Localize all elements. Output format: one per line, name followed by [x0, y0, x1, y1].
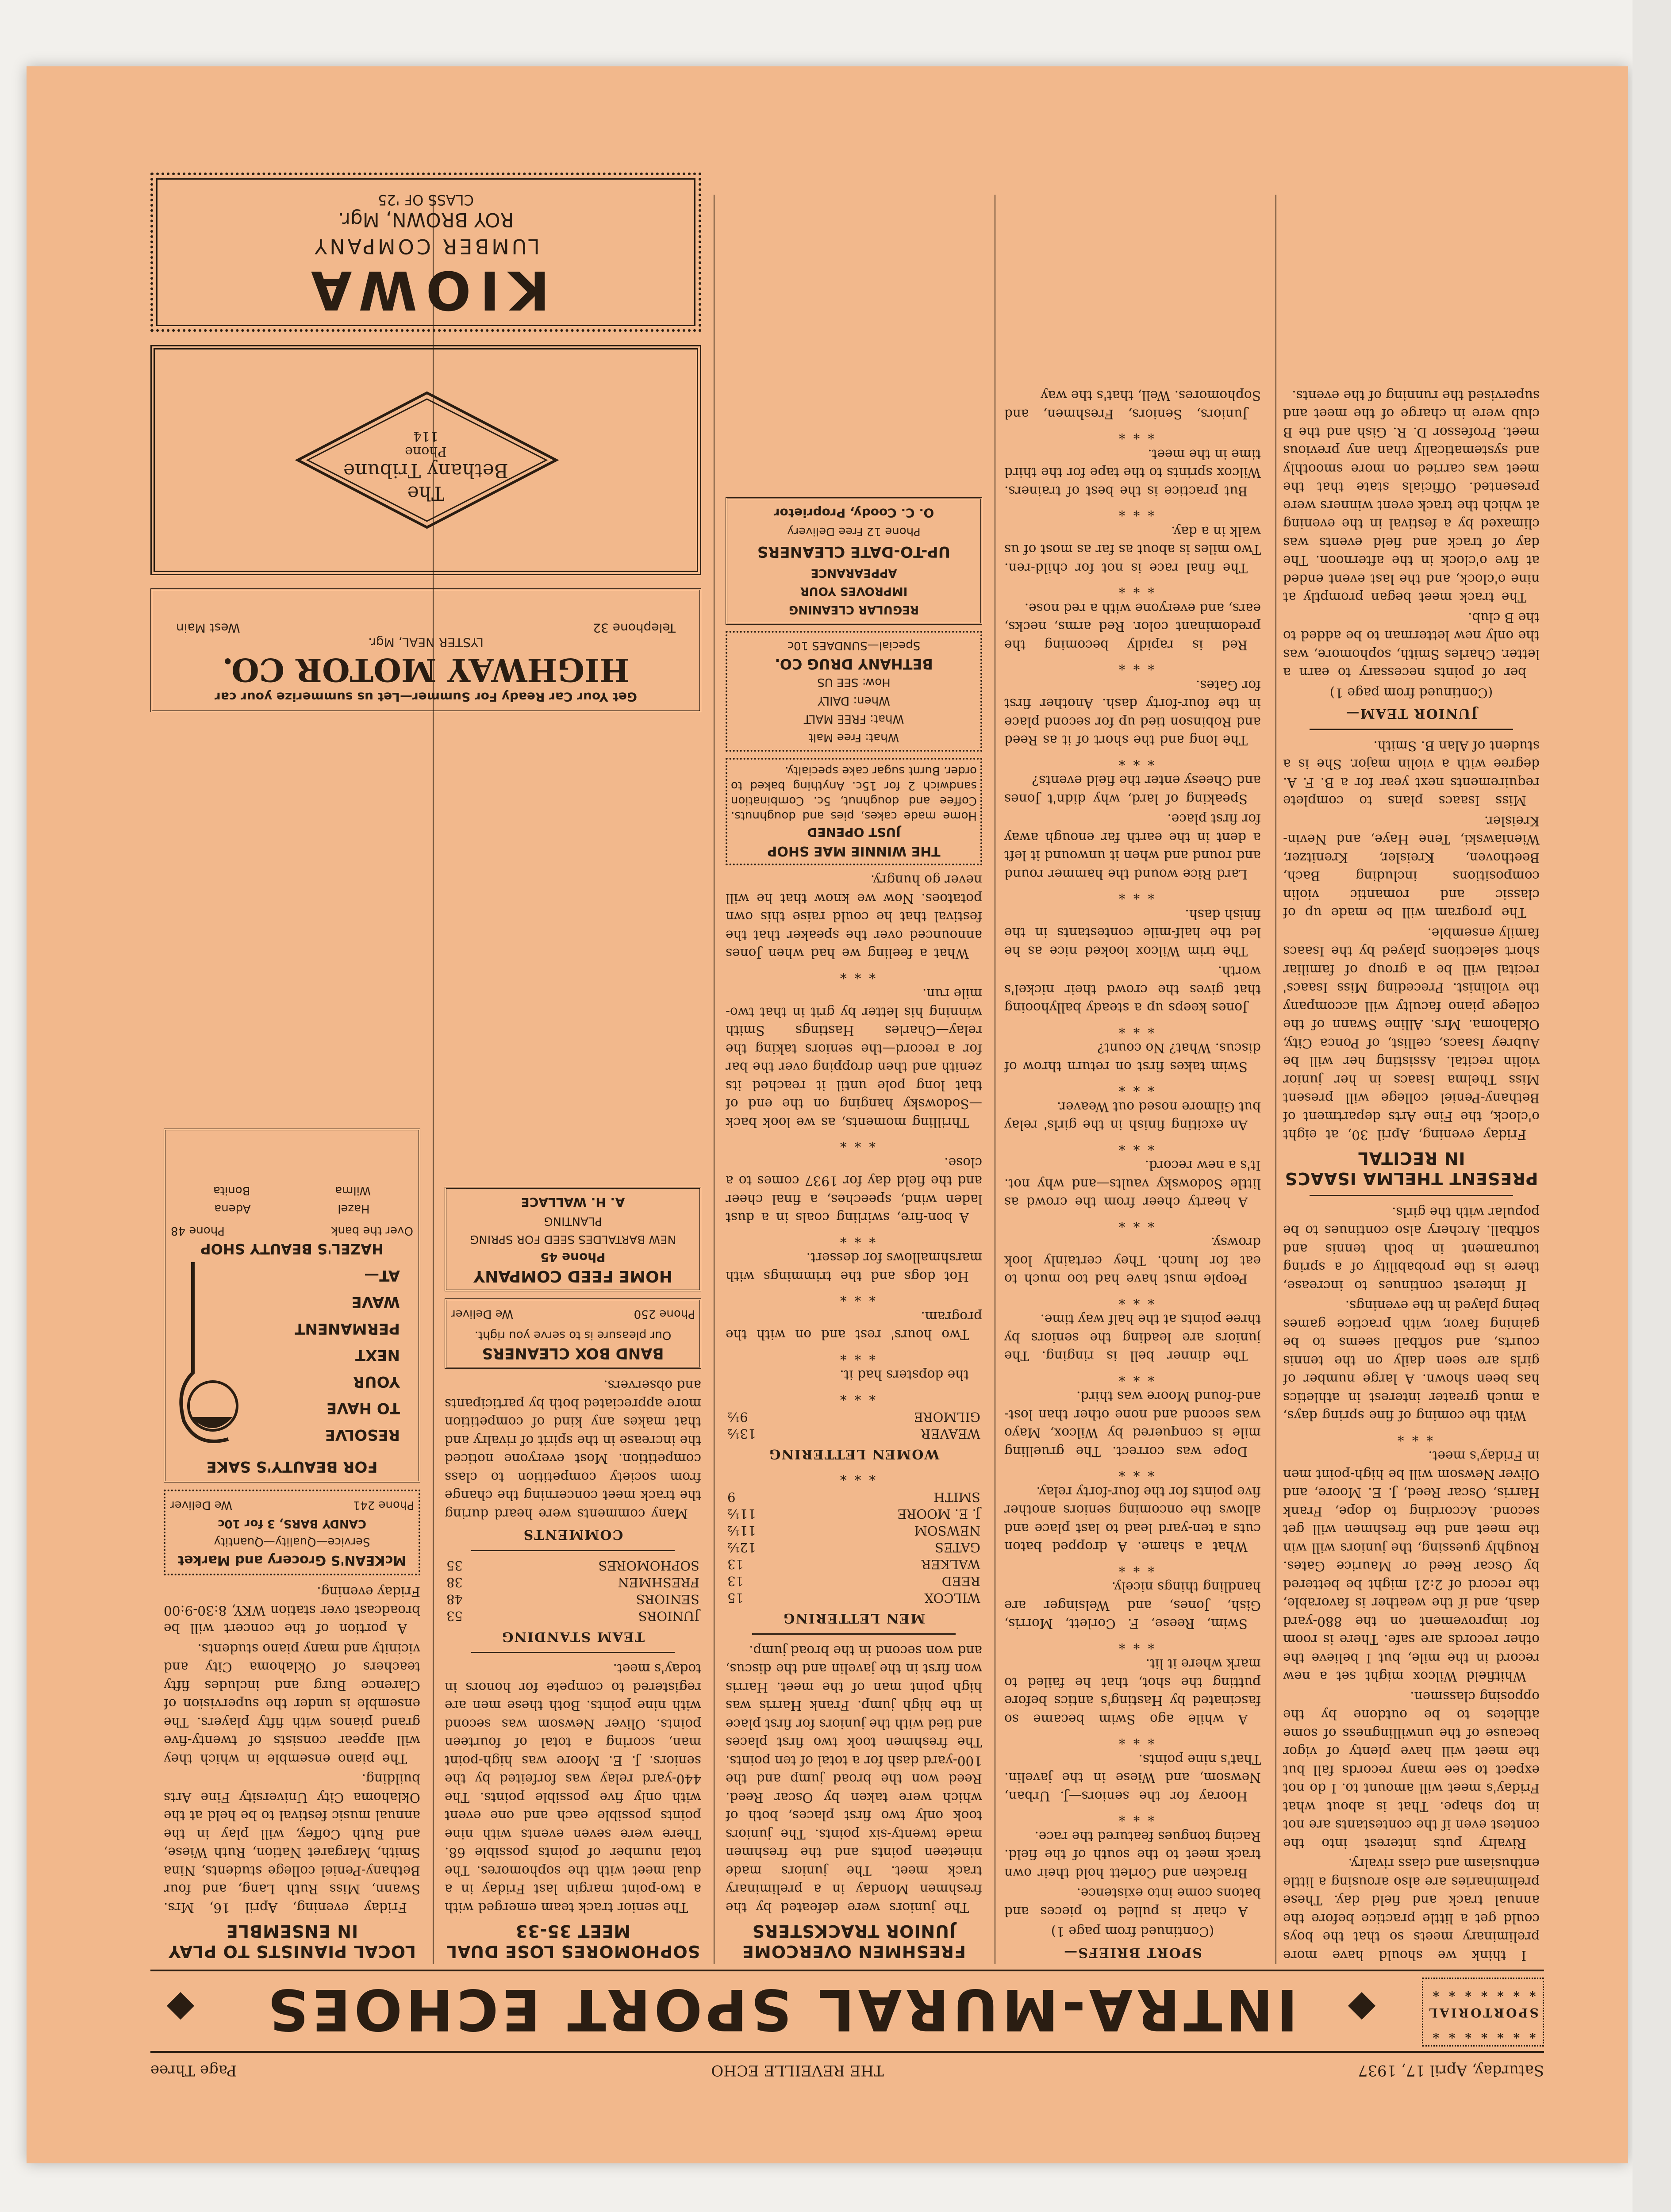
- ad-line: REGULAR CLEANING: [788, 603, 919, 616]
- brief-item: A while ago Swim became so fascinated by Hasting's antics before putting the shot, that he failed to mark where it lit.: [1004, 1656, 1261, 1727]
- entry-points: 13: [727, 1557, 744, 1572]
- brief-item: Lard Rice wound the hammer round and round and when it unwound it left a dent in the earth far enough away for first place.: [1004, 811, 1261, 882]
- star-separator: ***: [1110, 887, 1155, 902]
- entry-points: 9: [727, 1490, 736, 1505]
- ad-title: BAND BOX CLEANERS: [482, 1344, 664, 1362]
- entry-points: 38: [446, 1575, 463, 1590]
- section-banner: [150, 1970, 1544, 2053]
- headline-sophomores: SOPHOMORES LOSE DUAL MEET 35-33: [446, 1921, 700, 1961]
- brief-item: A bon-fire, swirling coals in a dust laden wind, speeches, a final cheer and the field day for 1937 comes to a close.: [726, 1155, 982, 1225]
- ad-title: HAZEL'S BEAUTY SHOP: [200, 1240, 384, 1258]
- brief-item: Juniors, Seniors, Freshmen, and Sophomores. Well, that's the way: [1004, 388, 1261, 422]
- entry-name: REED: [941, 1574, 980, 1589]
- ad-location: Over the bank: [331, 1224, 413, 1237]
- ad-phone: Phone 48: [171, 1224, 225, 1237]
- star-separator: ***: [1110, 503, 1155, 519]
- ad-title: BETHANY DRUG CO.: [775, 656, 933, 672]
- article-paragraph: If interest continues to increase, there is the probability of a spring tournament in both tennis and softball. Archery also continues to be popular with the girls.: [1283, 1205, 1540, 1293]
- ad-phone: Phone 250: [634, 1307, 695, 1321]
- ad-staff-name: Adena: [214, 1202, 251, 1216]
- ad-bethany-drug: [726, 631, 982, 752]
- brief-item: Hot dogs and the trimmings with marshmallows for dessert.: [726, 1250, 982, 1284]
- ad-title: KIOWA: [302, 259, 550, 320]
- article-paragraph: With the coming of fine spring days, a much greater interest in athletics has been shown. A large number of girls are seen daily on the tennis courts, and softball seems to be gaining favor, with practice games being played in the evenings.: [1283, 1298, 1540, 1424]
- divider: [1310, 1195, 1513, 1197]
- brief-item: Bracken and Corlett hold their own track meet to the south of the field. Racing tongues featured the race.: [1004, 1829, 1261, 1881]
- ad-staff-name: Wilma: [335, 1184, 371, 1197]
- brief-item: Hooray for the seniors—J. Urban, Newsom, and Wiese in the javelin. That's nine points.: [1004, 1752, 1261, 1804]
- entry-name: WEAVER: [921, 1426, 980, 1441]
- brief-item: Two hours' rest and on with the program.: [726, 1309, 982, 1343]
- brief-item: Swim, Reese, F. Corlett, Morris, Gish, Jones, and Welsinger are handling things nicely.: [1004, 1579, 1261, 1632]
- brief-item: A chair is pulled to pieces and batons come into existence.: [1004, 1886, 1261, 1919]
- ad-manager: LYSTER NEAL, Mgr.: [368, 635, 484, 650]
- page-number: Page Three: [150, 2062, 237, 2079]
- entry-points: 35: [446, 1558, 463, 1574]
- entry-name: WALKER: [921, 1557, 980, 1572]
- entry-name: FRESHMEN: [618, 1575, 699, 1590]
- entry-points: 15: [727, 1590, 744, 1605]
- brief-item: Speaking of lard, why didn't Jones and Cheesy enter the field events?: [1004, 773, 1261, 806]
- ad-tagline: Service—Quality—Quantity: [214, 1535, 370, 1549]
- brief-item: But practice is the best of trainers. Wilcox sprints to the tape for the third time in the meet.: [1004, 447, 1261, 499]
- table-row: [726, 1556, 982, 1573]
- ad-line: TO HAVE: [327, 1399, 400, 1417]
- article-paragraph: Miss Isaacs plans to complete requirements next year for a B. F. A. degree with a violin major. She is a student of Alan B. Smith.: [1283, 738, 1540, 809]
- article-paragraph: Friday evening, April 16, Mrs. Swann, Miss Ruth Lang, and four Bethany-Peniel college students, Nina Smith, Margaret Nation, Ruth Wiese, and Ruth Coffey, will play in the annual music festival to be held at the Oklahoma City University Fine Arts building.: [164, 1771, 420, 1915]
- ad-owner: A. H. WALLACE: [521, 1195, 625, 1210]
- ad-tagline: Get Your Car Ready For Summer—Let us summerize your car: [214, 690, 638, 704]
- entry-name: NEWSOM: [914, 1523, 980, 1538]
- table-row: [726, 1409, 982, 1425]
- ad-hazels-beauty-shop: [164, 1129, 420, 1482]
- ad-title: HIGHWAY MOTOR CO.: [222, 651, 630, 689]
- entry-name: J. E. MOORE: [897, 1506, 980, 1521]
- ad-headline: FOR BEAUTY'S SAKE: [206, 1458, 378, 1475]
- brief-item: The long and the short of it as Reed and Robinson tied up for second place in the four-forty dash. Another first for Gates.: [1004, 678, 1261, 748]
- section-title: INTRA-MURAL SPORT ECHOES: [264, 1976, 1298, 2042]
- continued-note: (Continued from page 1): [1329, 685, 1493, 700]
- newspaper-page: [150, 168, 1544, 2084]
- brief-item: What a feeling we had when Jones announced over the speaker that the festival that he could raise this own potatoes. Now we know that he will never go hungry.: [726, 872, 982, 961]
- star-separator: ***: [1110, 1138, 1155, 1153]
- ad-band-box-cleaners: [445, 1298, 701, 1369]
- ad-staff-name: Bonita: [213, 1184, 250, 1197]
- table-row: [445, 1558, 701, 1575]
- paper-name: THE REVEILLE ECHO: [711, 2062, 884, 2079]
- star-separator: ***: [832, 1289, 876, 1304]
- ad-line: NEXT: [355, 1346, 400, 1364]
- star-separator: ***: [1110, 1369, 1155, 1384]
- ad-phone: Telephone 32: [593, 621, 676, 635]
- article-paragraph: The juniors were defeated by the freshmen Monday in a preliminary track meet. The juniors made nineteen points and the freshmen made twenty-six points. The juniors took only two first places, both of which were taken by Oscar Reed. Reed won the broad jump and the 100-yard dash for a total of ten points. The freshmen took two first places and tied with the juniors for first place in the high jump. Frank Harris was high point man of the meet. Harris won first in the javelin and the discus, and won second in the broad jump.: [726, 1643, 982, 1915]
- headline-sport-briefs: SPORT BRIEFS—: [1063, 1945, 1202, 1960]
- entry-points: 53: [446, 1609, 463, 1624]
- ad-line: When: DAILY: [818, 694, 890, 707]
- entry-points: 13: [727, 1574, 744, 1589]
- entry-name: JUNIORS: [638, 1609, 699, 1624]
- ad-title: UP-TO-DATE CLEANERS: [757, 543, 951, 561]
- ad-owner: O. C. Coody, Proprietor: [773, 506, 934, 520]
- article-paragraph: The piano ensemble in which they will appear consists of twenty-five grand pianos with fifty players. The ensemble is under the supervision of Clarence Burg and includes fifty teachers of Oklahoma City and vicinity and many piano students.: [164, 1641, 420, 1767]
- ad-title-article: The: [407, 482, 445, 504]
- brief-item: Red is rapidly becoming the predominant color. Red arms, necks, ears, and everyone with a red nose.: [1004, 601, 1261, 653]
- headline-freshmen: FRESHMEN OVERCOME JUNIOR TRACKSTERS: [741, 1921, 966, 1961]
- ad-body: Our pleasure is to serve you right.: [474, 1329, 672, 1342]
- entry-points: 48: [446, 1592, 463, 1607]
- team-standing-heading: TEAM STANDING: [501, 1629, 645, 1644]
- star-separator: ***: [832, 1348, 876, 1363]
- page-header: [150, 2057, 1544, 2084]
- ad-phone: 114: [413, 428, 439, 444]
- ad-highway-motor: [150, 588, 701, 712]
- brief-item: An exciting finish in the girls' relay but Gilmore nosed out Weaver.: [1004, 1099, 1261, 1133]
- table-row: [445, 1608, 701, 1625]
- star-separator: ***: [1110, 1464, 1155, 1479]
- table-row: [726, 1539, 982, 1556]
- brief-item: The trim Wilcox looked nice as he led the half-mile contestants in the finish dash.: [1004, 907, 1261, 959]
- article-paragraph: I think we should have more preliminary meets so that the boys could get a little practice before the annual track and field day. These preliminaries are also arousing a little enthusiasm and class rivalry.: [1283, 1856, 1540, 1963]
- issue-date: Saturday, April 17, 1937: [1358, 2062, 1544, 2079]
- ad-subtitle: JUST OPENED: [807, 825, 901, 840]
- star-separator: ***: [832, 1388, 876, 1403]
- ad-up-to-date-cleaners: [726, 498, 982, 625]
- ad-winnie-mae-shop: [726, 758, 982, 865]
- ad-bethany-tribune: [150, 345, 701, 575]
- divider: [471, 1550, 675, 1551]
- ad-home-feed-company: [445, 1187, 701, 1291]
- column-sport-briefs: [1004, 168, 1261, 1964]
- ad-body: NEW BARTALDES SEED FOR SPRING PLANTING: [470, 1214, 676, 1246]
- ad-manager: ROY BROWN, Mgr.: [338, 208, 514, 231]
- ad-phone: Phone 45: [540, 1250, 606, 1265]
- column-rule: [1275, 195, 1276, 1964]
- brief-item: People must have had too much to eat for lunch. They certainly look drowsy.: [1004, 1235, 1261, 1287]
- column-freshmen: [726, 168, 982, 1964]
- entry-name: SENIORS: [636, 1592, 699, 1607]
- entry-points: 13½: [727, 1426, 757, 1441]
- entry-points: 11½: [727, 1523, 757, 1538]
- star-separator: ***: [832, 1135, 876, 1150]
- team-standing-table: [445, 1558, 701, 1625]
- star-separator: ***: [1110, 1559, 1155, 1575]
- sportorial-label: SPORTORIAL: [1427, 2005, 1539, 2020]
- brief-item: A hearty cheer from the crowd as little Sodowsky vaults—and why not. It's a new record.: [1004, 1158, 1261, 1210]
- table-row: [726, 1522, 982, 1539]
- divider: [752, 1634, 956, 1635]
- ad-line: What: FREE MALT: [803, 712, 904, 726]
- star-separator: ***: [832, 1468, 876, 1483]
- women-lettering-heading: WOMEN LETTERING: [768, 1446, 940, 1462]
- article-paragraph: Whitfield Wilcox might set a new record in the mile, but I believe the other records are safe. There is room for improvement on the 880-yard dash, and if the weather is favorable, the record of 2:21 might be bettered by Oscar Reed or Maurice Gates. Roughly guessing, the juniors will win the meet and the freshmen will get second. According to dope, Frank Harris, Oscar Reed, J. E. Moore, and Oliver Newsom will be high-point men in Friday's meet.: [1283, 1448, 1540, 1684]
- ad-line: Special—SUNDAES 10c: [787, 639, 921, 653]
- entry-name: WILCOX: [924, 1590, 980, 1605]
- star-separator: ***: [832, 966, 876, 981]
- sportorial-stars-bottom: * * * * * * *: [1430, 1985, 1536, 1999]
- star-separator: ***: [1110, 1732, 1155, 1747]
- table-row: [445, 1591, 701, 1608]
- table-row: [726, 1489, 982, 1505]
- headline-recital: PRESENT THELMA ISAACS IN RECITAL: [1284, 1148, 1538, 1189]
- star-separator: ***: [1110, 1636, 1155, 1651]
- ad-deliver: We Deliver: [451, 1307, 513, 1321]
- ad-class: CLASS OF '25: [378, 192, 474, 208]
- divider: [471, 1652, 675, 1653]
- star-separator: ***: [1110, 1021, 1155, 1036]
- ad-phone: Phone 241: [353, 1498, 414, 1512]
- article-paragraph: The program will be made up of classic and romantic violin compositions including Bach, Beethoven, Kreisler, Krenitzer, Wieniawski, Tene Haye, and Nevin-Kreisler.: [1283, 814, 1540, 921]
- divider: [1310, 729, 1513, 730]
- article-paragraph: Friday evening, April 30, at eight o'clock, the Fine Arts department of Bethany-Peniel college will present Miss Thelma Isaacs in her junior violin recital. Assisting her will be Aubrey Isaacs, cellist, of Ponca City, Oklahoma. Mrs. Alline Swann of the college piano faculty will accompany the violinist. Preceding Miss Isaacs' recital will be a group of familiar short selections played by the Isaacs family ensemble.: [1283, 926, 1540, 1143]
- ad-line: How: SEE US: [817, 676, 891, 689]
- brief-item: What a shame. A dropped baton cuts a ten-yard lead to last place and allows the oncoming seniors another five points for the four-forty relay.: [1004, 1484, 1261, 1555]
- star-separator: ***: [832, 1230, 876, 1245]
- ad-staff-name: Hazel: [338, 1202, 370, 1216]
- comments-heading: COMMENTS: [522, 1527, 623, 1543]
- brief-item: Thrilling moments, as we look back—Sodowsky hanging on the end of that long pole until it reached its zenith and then dropping over the bar for a record—the seniors taking the relay—Charles Hastings Smith winning his letter by grit in that two-mile run.: [726, 986, 982, 1130]
- entry-points: 12½: [727, 1540, 757, 1555]
- ad-line: APPEARANCE: [811, 566, 897, 580]
- brief-item: The dinner bell is ringing. The juniors are leading the seniors by three points at the half way time.: [1004, 1312, 1261, 1364]
- ad-deliver: We Deliver: [170, 1498, 232, 1512]
- brief-item: Jones keeps up a steady ballyhooing that gives the crowd their nickel's worth.: [1004, 964, 1261, 1016]
- table-row: [726, 1573, 982, 1590]
- ad-title: HOME FEED COMPANY: [473, 1267, 672, 1285]
- star-separator: ***: [1110, 1292, 1155, 1307]
- entry-name: SMITH: [933, 1490, 980, 1505]
- sportorial-stars-top: * * * * * * *: [1430, 2026, 1536, 2041]
- entry-name: GILMORE: [914, 1409, 980, 1425]
- brief-item: the dopsters had it.: [840, 1367, 969, 1383]
- star-separator: ***: [1110, 1215, 1155, 1230]
- brief-item: Dope was correct. The gruelling mile is conquered by Wilcox, Mayo was second and none other than lost-and-found Moore was third.: [1004, 1389, 1261, 1459]
- ad-kiowa-lumber: [150, 173, 701, 332]
- brief-item: Swim takes first on return throw of discus. What? No count?: [1004, 1041, 1261, 1074]
- article-paragraph: The senior track team emerged with a two-point margin last Friday in a dual meet with the sophomores. The total number of points possible 68. There were seven events with nine points possible each and one event with only five possible points. The 440-yard relay was forfeited by the seniors. J. E. Moore was high-point man, scoring a total of fourteen points. Oliver Newsom was second with nine points. Both these men are registered to compete for honors in today's meet.: [445, 1661, 701, 1915]
- entry-points: 11½: [727, 1506, 757, 1521]
- entry-points: 9½: [727, 1409, 748, 1425]
- men-lettering-table: [726, 1489, 982, 1606]
- article-paragraph: Rivalry puts interest into the contest even if the contestants are not in top shape. That is about what Friday's meet will amount to. I do not expect to see many records fall but the meet will have plenty of vigor because of the unwillingness of some athletes to be outdone by the opposing classmen.: [1283, 1689, 1540, 1851]
- ad-line: AT—: [364, 1267, 400, 1285]
- ad-phone: Phone 12 Free Delivery: [787, 525, 921, 538]
- ad-line: RESOLVE: [325, 1426, 400, 1444]
- ad-title: THE WINNIE MAE SHOP: [767, 843, 941, 859]
- page-edge: [1633, 0, 1671, 2212]
- ad-phone-label: Phone: [405, 444, 447, 459]
- brief-item: The final race is not for child-ren. Two miles is about as far as most of us walk in a day.: [1004, 524, 1261, 576]
- article-paragraph: ber of points necessary to earn a letter. Charles Smith, sophomore, was the only new letterman to be added to the B club.: [1283, 610, 1540, 680]
- star-separator: ***: [1110, 1079, 1155, 1094]
- article-paragraph: Many comments were heard during the track meet concerning the change from society competition to class competition. Most everyone noticed the increase in the spirit of rivalry and that makes any kind of competition more appreciated both by participants and observers.: [445, 1378, 701, 1521]
- men-lettering-heading: MEN LETTERING: [782, 1610, 926, 1626]
- star-separator: ***: [1110, 1809, 1155, 1824]
- ad-mckeans-grocery: [164, 1490, 420, 1575]
- star-separator: ***: [1110, 753, 1155, 768]
- entry-name: GATES: [935, 1540, 980, 1555]
- entry-name: SOPHOMORES: [598, 1558, 699, 1574]
- ad-line: WAVE: [351, 1293, 400, 1311]
- woman-portrait-illustration: [171, 1263, 255, 1448]
- ad-line: IMPROVES YOUR: [800, 584, 908, 598]
- article-paragraph: The track meet began promptly at nine o'clock, and the last event ended at five o'clock in the afternoon. The day of track and field events was climaxed by a festival in the evening at which the track event winners were presented. Officials state that the meet was carried on more smoothly and systematically than any previous meet. Professor D. R. Gish and the B club were in charge of the meet and supervised the running of the events.: [1283, 388, 1540, 605]
- star-separator: ***: [1389, 1429, 1433, 1444]
- ad-line: PERMANENT: [295, 1320, 400, 1338]
- ad-body: Home made cakes, pies and doughnuts. Coffee and doughnut, 5c. Combination sandwich 2 for 15c. Anything baked to order. Burnt sugar cake specialty.: [731, 764, 977, 822]
- table-row: [445, 1575, 701, 1591]
- headline-pianists: LOCAL PIANISTS TO PLAY IN ENSEMBLE: [168, 1921, 416, 1961]
- column-sportorial: [1283, 168, 1540, 1964]
- ad-body: CANDY BARS, 3 for 10c: [218, 1517, 366, 1530]
- star-separator: ***: [1110, 657, 1155, 673]
- ad-line: What: Free Malt: [808, 731, 899, 744]
- star-separator: ***: [1110, 580, 1155, 596]
- continued-note: (Continued from page 1): [1051, 1924, 1214, 1939]
- headline-junior-team: JUNIOR TEAM—: [1345, 706, 1478, 722]
- ad-title: Bethany Tribune: [343, 459, 509, 482]
- star-separator: ***: [1110, 426, 1155, 442]
- women-lettering-table: [726, 1409, 982, 1442]
- table-row: [726, 1425, 982, 1442]
- ad-location: West Main: [176, 621, 240, 635]
- table-row: [726, 1590, 982, 1606]
- article-paragraph: A portion of the concert will be broadcast over station WKY, 8:30-9:00 Friday evening.: [164, 1584, 420, 1636]
- sportorial-box: [1422, 1978, 1544, 2047]
- table-row: [726, 1505, 982, 1522]
- ad-subtitle: LUMBER COMPANY: [312, 234, 540, 258]
- ad-line: YOUR: [353, 1373, 400, 1391]
- ad-title: McKEAN'S Grocery and Market: [177, 1552, 407, 1568]
